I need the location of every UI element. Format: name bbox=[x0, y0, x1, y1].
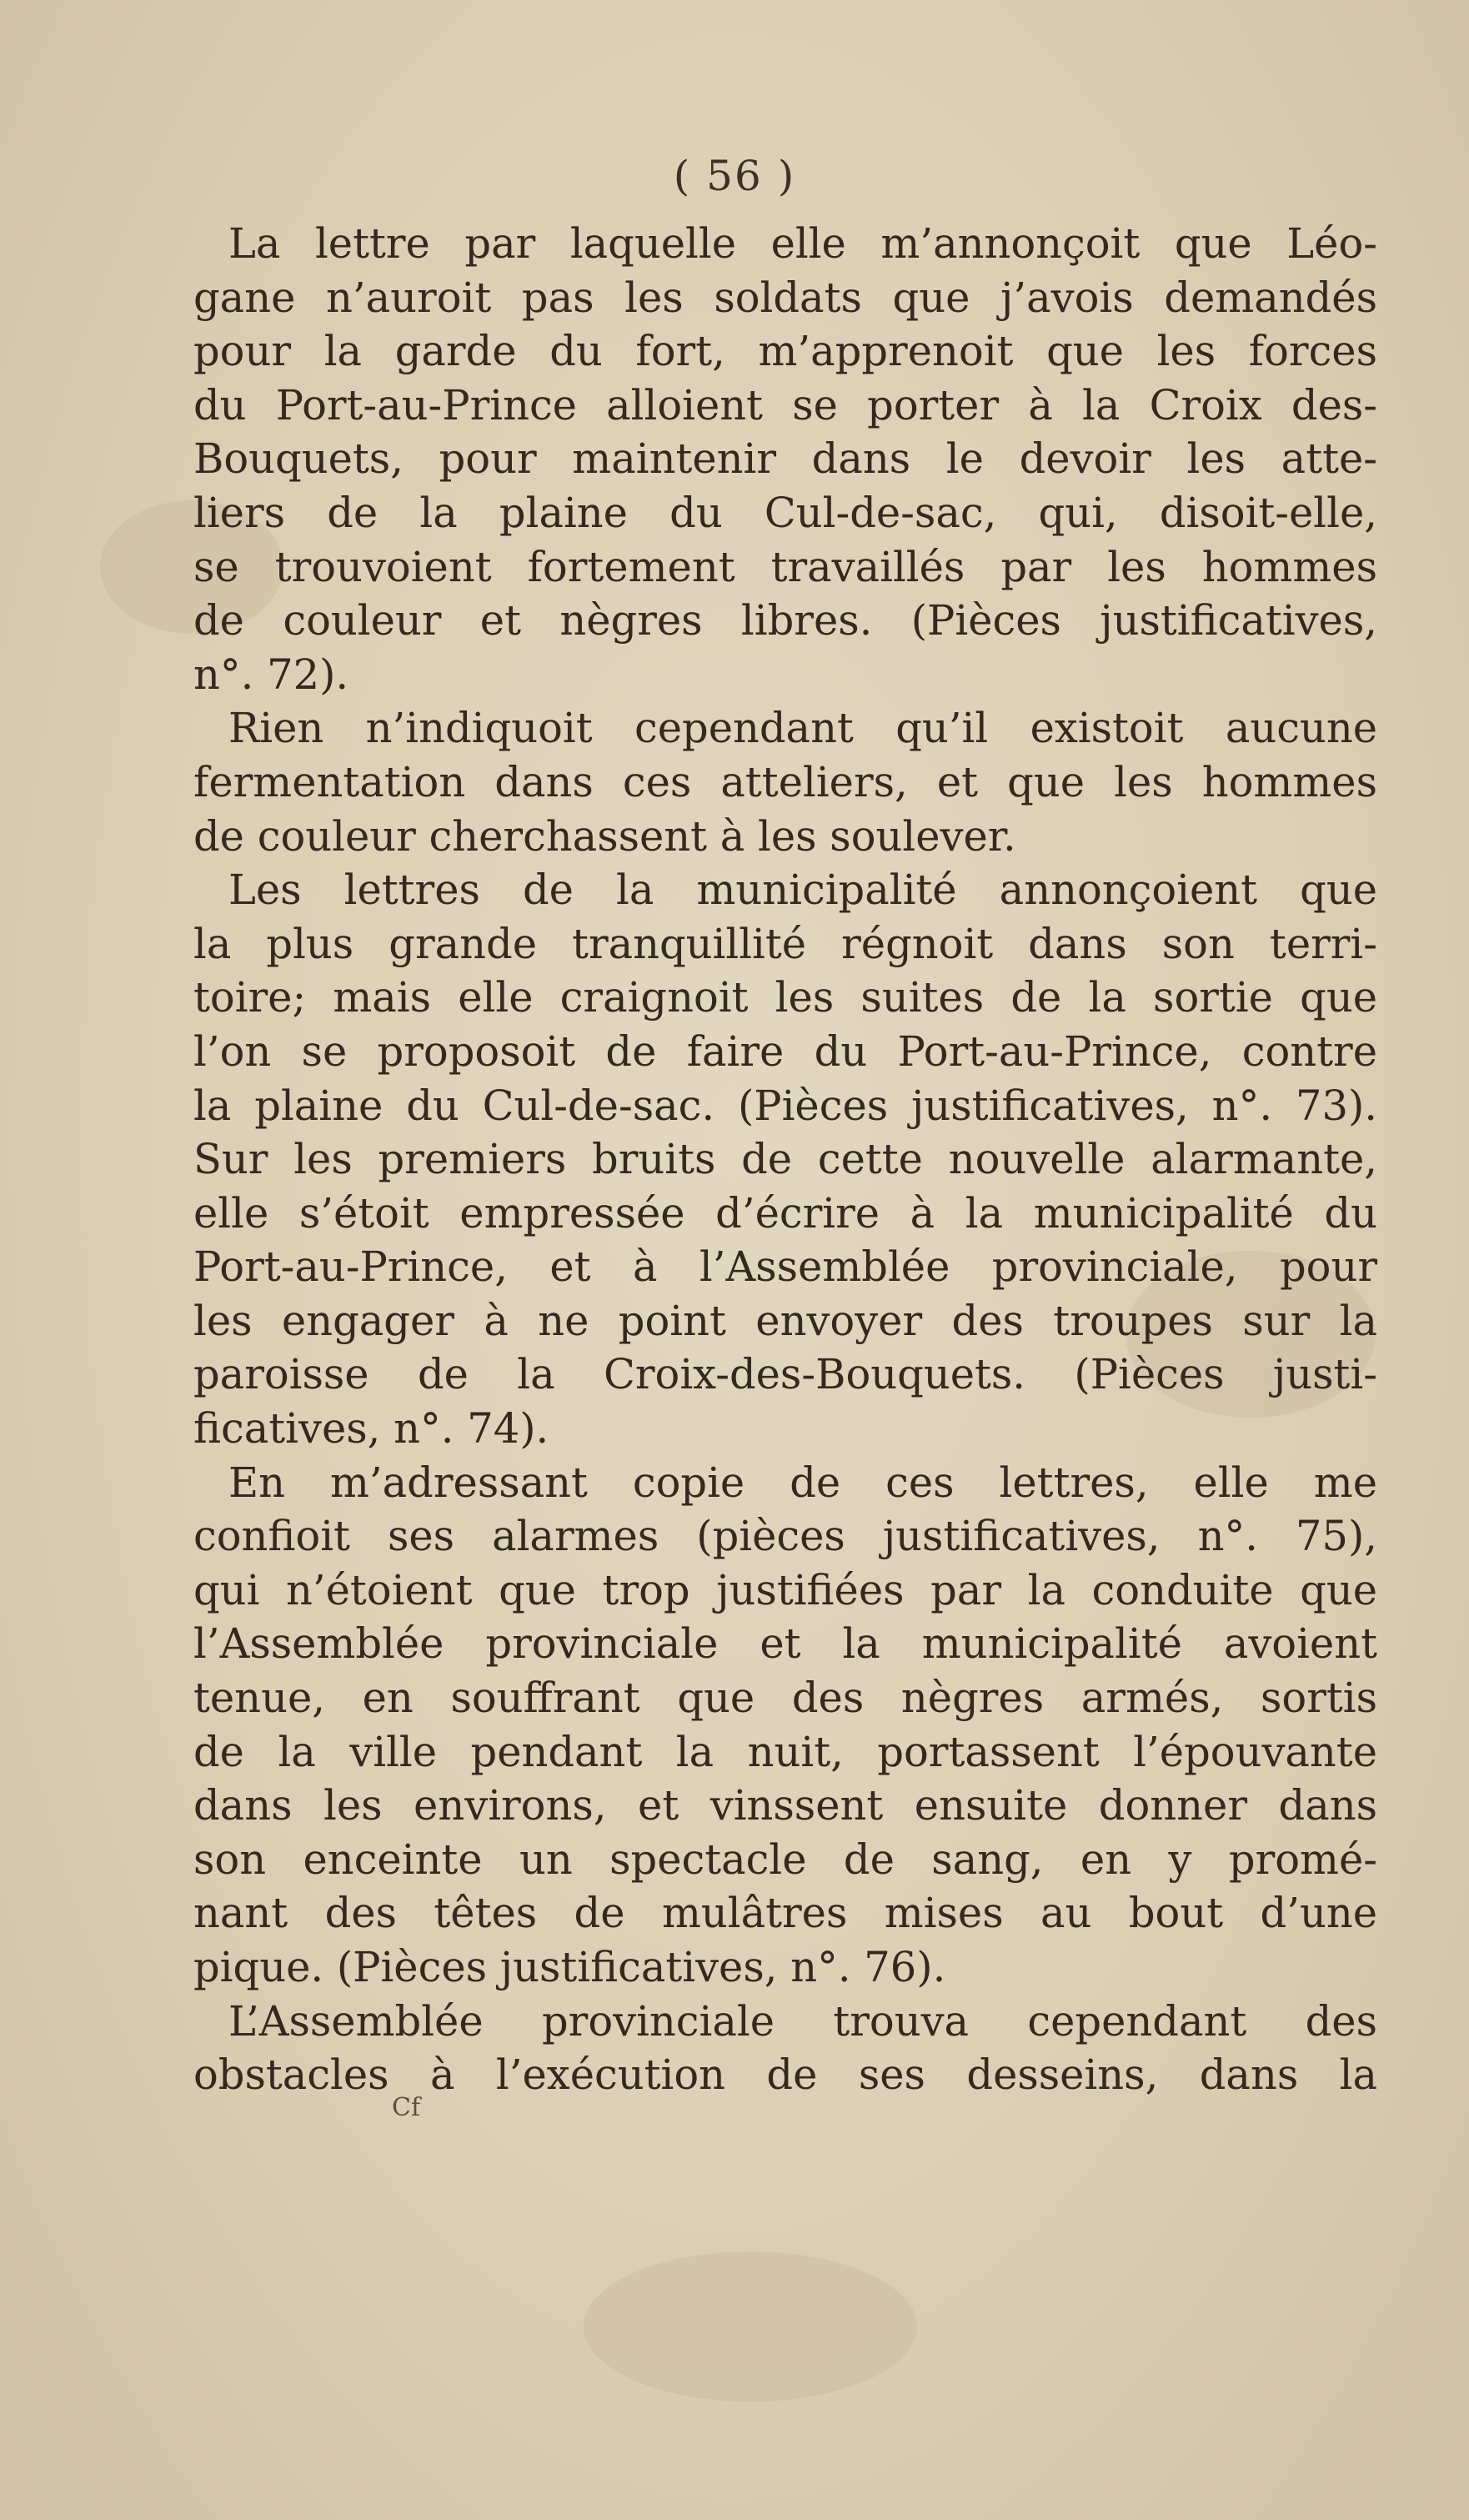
text-line: confioit ses alarmes (pièces justificatives, n°. 75), bbox=[193, 1512, 1377, 1561]
text-line: Bouquets, pour maintenir dans le devoir les atte- bbox=[193, 434, 1377, 484]
text-line: n°. 72). bbox=[193, 650, 349, 699]
text-line: paroisse de la Croix-des-Bouquets. (Pièces justi- bbox=[193, 1350, 1377, 1399]
text-line: de couleur et nègres libres. (Pièces justificatives, bbox=[193, 596, 1377, 645]
text-line: liers de la plaine du Cul-de-sac, qui, disoit-elle, bbox=[193, 488, 1377, 537]
text-line: elle s’étoit empressée d’écrire à la municipalité du bbox=[193, 1188, 1377, 1237]
text-line: les engager à ne point envoyer des troupes sur la bbox=[193, 1296, 1377, 1345]
text-line: pour la garde du fort, m’apprenoit que les forces bbox=[193, 327, 1377, 376]
text-line: Rien n’indiquoit cependant qu’il existoit aucune bbox=[228, 704, 1377, 753]
text-line: son enceinte un spectacle de sang, en y promé- bbox=[193, 1835, 1377, 1884]
text-line: L’Assemblée provinciale trouva cependant des bbox=[228, 1996, 1377, 2046]
text-line: de la ville pendant la nuit, portassent l’épouvante bbox=[193, 1727, 1377, 1776]
page-number: ( 56 ) bbox=[673, 152, 796, 200]
text-line: tenue, en souffrant que des nègres armés, sortis bbox=[193, 1674, 1377, 1723]
text-line: du Port-au-Prince alloient se porter à la Croix des- bbox=[193, 380, 1377, 429]
text-line: Port-au-Prince, et à l’Assemblée provinciale, pour bbox=[193, 1242, 1377, 1292]
text-line: l’Assemblée provinciale et la municipalité avoient bbox=[193, 1619, 1377, 1669]
text-line: obstacles à l’exécution de ses desseins, dans la bbox=[193, 2051, 1377, 2100]
text-line: la plus grande tranquillité régnoit dans son terri- bbox=[193, 919, 1377, 968]
text-line: nant des têtes de mulâtres mises au bout d’une bbox=[193, 1889, 1377, 1938]
text-line: de couleur cherchassent à les soulever. bbox=[193, 811, 1016, 861]
text-line: qui n’étoient que trop justifiées par la conduite que bbox=[193, 1565, 1377, 1614]
text-line: En m’adressant copie de ces lettres, elle me bbox=[228, 1458, 1377, 1507]
text-line: gane n’auroit pas les soldats que j’avois demandés bbox=[193, 273, 1377, 322]
paper-stain bbox=[584, 2251, 917, 2402]
text-line: Sur les premiers bruits de cette nouvelle alarmante, bbox=[193, 1135, 1377, 1184]
text-line: fermentation dans ces atteliers, et que les hommes bbox=[193, 757, 1377, 806]
body-text bbox=[193, 217, 1377, 2102]
text-line: La lettre par laquelle elle m’annonçoit que Léo- bbox=[228, 219, 1377, 268]
text-line: toire; mais elle craignoit les suites de la sortie que bbox=[193, 973, 1377, 1022]
text-line: dans les environs, et vinssent ensuite donner dans bbox=[193, 1781, 1377, 1830]
text-line: se trouvoient fortement travaillés par les hommes bbox=[193, 542, 1377, 591]
text-line: la plaine du Cul-de-sac. (Pièces justificatives, n°. 73). bbox=[193, 1081, 1377, 1130]
text-line: pique. (Pièces justificatives, n°. 76). bbox=[193, 1943, 946, 1991]
text-line: l’on se proposoit de faire du Port-au-Prince, contre bbox=[193, 1027, 1377, 1076]
catchword: Cf bbox=[392, 2093, 421, 2122]
text-line: Les lettres de la municipalité annonçoient que bbox=[228, 866, 1377, 915]
text-line: ficatives, n°. 74). bbox=[193, 1404, 549, 1453]
